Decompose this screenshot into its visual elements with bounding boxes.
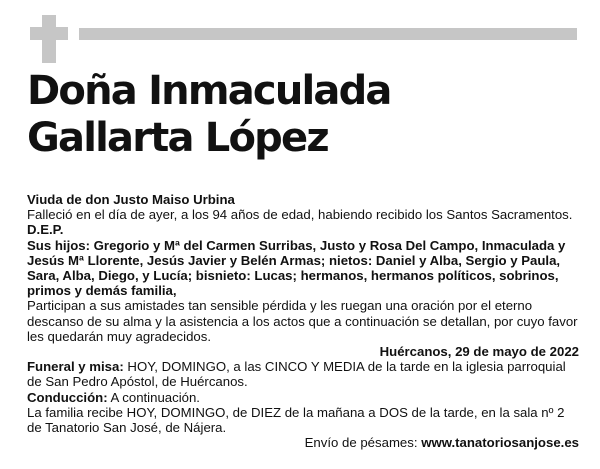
conduccion-label: Conducción:: [27, 389, 108, 405]
request-paragraph: Participan a sus amistades tan sensible pérdida y les ruegan una oración por el eterno descanso de su alma y la asistencia a los actos que a continuación se detallan, por cuyo favor les quedarán muy agradecidos.: [27, 298, 578, 344]
dep-line: D.E.P.: [27, 222, 64, 238]
deceased-name: [27, 68, 587, 162]
deceased-name-line1: Doña Inmaculada: [27, 68, 391, 114]
place-date: Huércanos, 29 de mayo de 2022: [379, 344, 579, 360]
condolences-url[interactable]: www.tanatoriosanjose.es: [421, 435, 579, 451]
header-rule: [79, 28, 577, 40]
death-line: Falleció en el día de ayer, a los 94 años de edad, habiendo recibido los Santos Sacramentos.: [27, 207, 573, 223]
condolences-label: Envío de pésames:: [304, 435, 422, 451]
family-paragraph: Sus hijos: Gregorio y Mª del Carmen Surribas, Justo y Rosa Del Campo, Inmaculada y Jesús Mª Llorente, Jesús Javier y Belén Armas; nietos: Daniel y Alba, Sergio y Paula, Sara, Alba, Diego, y Lucía; bisnieto: Lucas; hermanos, hermanos políticos, sobrinos, primos y demás familia,: [27, 237, 566, 299]
deceased-name-line2: Gallarta López: [27, 115, 328, 161]
notice-body: [27, 192, 579, 450]
conduccion-paragraph: [27, 390, 579, 405]
funeral-paragraph: [27, 359, 579, 389]
funeral-label: Funeral y misa:: [27, 359, 124, 375]
cross-icon: [30, 15, 68, 63]
condolences-line: [27, 435, 579, 450]
conduccion-text: A continuación.: [107, 389, 200, 405]
reception-paragraph: La familia recibe HOY, DOMINGO, de DIEZ de la mañana a DOS de la tarde, en la sala nº 2 de Tanatorio San José, de Nájera.: [27, 404, 565, 436]
widow-line: Viuda de don Justo Maiso Urbina: [27, 192, 235, 207]
funeral-text: HOY, DOMINGO, a las CINCO Y MEDIA de la tarde en la iglesia parroquial de San Pedro Apóstol, de Huércanos.: [27, 359, 566, 390]
